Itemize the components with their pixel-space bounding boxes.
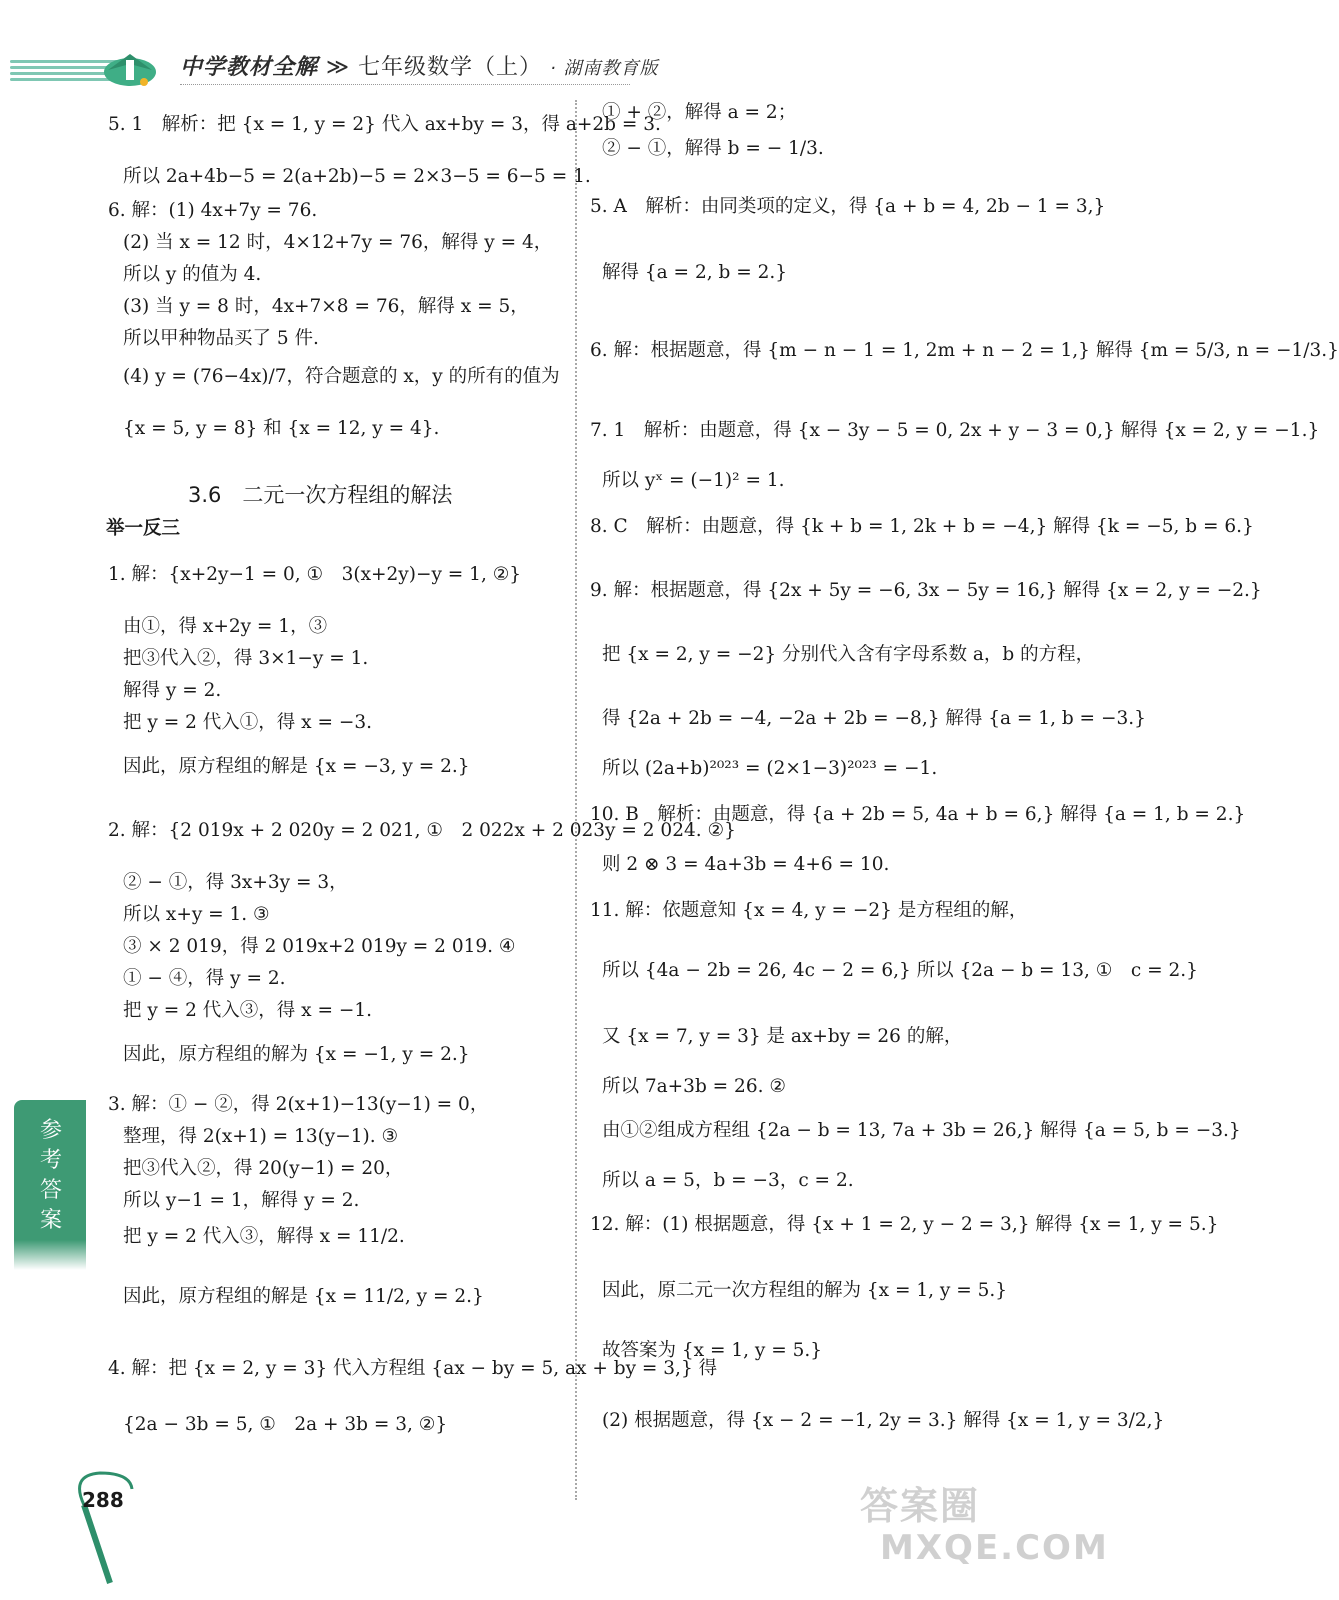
answer-line: 则 2 ⊗ 3 = 4a+3b = 4+6 = 10. bbox=[602, 854, 890, 875]
answer-line: 所以 2a+4b−5 = 2(a+2b)−5 = 2×3−5 = 6−5 = 1. bbox=[123, 166, 591, 187]
page-number: 288 bbox=[82, 1488, 124, 1512]
page-curl-icon bbox=[70, 1465, 150, 1585]
answer-line: 因此，原二元一次方程组的解为 {x = 1, y = 5.} bbox=[602, 1280, 1008, 1301]
answer-line: 7. 1 解析：由题意，得 {x − 3y − 5 = 0, 2x + y − 3 = 0,} 解得 {x = 2, y = −1.} bbox=[590, 420, 1320, 441]
answer-line: ③ × 2 019，得 2 019x+2 019y = 2 019. ④ bbox=[123, 936, 516, 957]
answer-line: 5. A 解析：由同类项的定义，得 {a + b = 4, 2b − 1 = 3,} bbox=[590, 196, 1106, 217]
header-brand: 中学教材全解 bbox=[180, 55, 319, 80]
subsection-title: 举一反三 bbox=[106, 518, 181, 539]
watermark-text: 答案圈 bbox=[860, 1484, 981, 1528]
answer-line: 把③代入②，得 20(y−1) = 20， bbox=[123, 1158, 404, 1179]
answer-line: 5. 1 解析：把 {x = 1, y = 2} 代入 ax+by = 3，得 a+2b = 3. bbox=[108, 114, 661, 135]
answer-line: ② − ①，得 3x+3y = 3， bbox=[123, 872, 348, 893]
answer-line: {2a − 3b = 5, ① 2a + 3b = 3, ②} bbox=[123, 1414, 448, 1435]
answer-line: ① − ④，得 y = 2. bbox=[123, 968, 286, 989]
header-title: 中学教材全解 ≫ 七年级数学（上） · 湖南教育版 bbox=[180, 55, 659, 80]
answer-line: 因此，原方程组的解为 {x = −1, y = 2.} bbox=[123, 1044, 470, 1065]
answer-line: 所以 {4a − 2b = 26, 4c − 2 = 6,} 所以 {2a − b = 13, ① c = 2.} bbox=[602, 960, 1198, 981]
answer-line: ① + ②，解得 a = 2； bbox=[602, 102, 797, 123]
answer-line: (2) 根据题意，得 {x − 2 = −1, 2y = 3.} 解得 {x = 1, y = 3/2,} bbox=[602, 1410, 1165, 1431]
answer-line: 所以 a = 5，b = −3，c = 2. bbox=[602, 1170, 854, 1191]
answer-line: 所以 (2a+b)²⁰²³ = (2×1−3)²⁰²³ = −1. bbox=[602, 758, 938, 779]
answer-line: 6. 解：根据题意，得 {m − n − 1 = 1, 2m + n − 2 = 1,} 解得 {m = 5/3, n = −1/3.} bbox=[590, 340, 1339, 361]
answer-line: 故答案为 {x = 1, y = 5.} bbox=[602, 1340, 823, 1361]
answer-line: 把③代入②，得 3×1−y = 1. bbox=[123, 648, 369, 669]
answer-line: (3) 当 y = 8 时，4x+7×8 = 76，解得 x = 5， bbox=[123, 296, 529, 317]
answer-line: 把 y = 2 代入③，解得 x = 11/2. bbox=[123, 1226, 405, 1247]
answer-line: 所以 yˣ = (−1)² = 1. bbox=[602, 470, 785, 491]
answer-line: 得 {2a + 2b = −4, −2a + 2b = −8,} 解得 {a = 1, b = −3.} bbox=[602, 708, 1146, 729]
section-title: 3.6 二元一次方程组的解法 bbox=[188, 483, 453, 507]
answer-line: 1. 解：{x+2y−1 = 0, ① 3(x+2y)−y = 1, ②} bbox=[108, 564, 522, 585]
answer-line: 又 {x = 7, y = 3} 是 ax+by = 26 的解， bbox=[602, 1026, 963, 1047]
answer-line: 所以甲种物品买了 5 件. bbox=[123, 328, 319, 349]
side-tab-fade bbox=[14, 1240, 86, 1270]
answer-line: 2. 解：{2 019x + 2 020y = 2 021, ① 2 022x + 2 023y = 2 024. ②} bbox=[108, 820, 736, 841]
answer-line: 由①，得 x+2y = 1，③ bbox=[123, 616, 328, 637]
answer-line: 把 {x = 2, y = −2} 分别代入含有字母系数 a，b 的方程， bbox=[602, 644, 1095, 665]
answer-line: 6. 解：(1) 4x+7y = 76. bbox=[108, 200, 318, 221]
answer-line: 解得 y = 2. bbox=[123, 680, 222, 701]
answer-line: 把 y = 2 代入③，得 x = −1. bbox=[123, 1000, 372, 1021]
side-tab bbox=[14, 1100, 86, 1260]
answer-line: 12. 解：(1) 根据题意，得 {x + 1 = 2, y − 2 = 3,} 解得 {x = 1, y = 5.} bbox=[590, 1214, 1219, 1235]
answer-line: 10. B 解析：由题意，得 {a + 2b = 5, 4a + b = 6,} 解得 {a = 1, b = 2.} bbox=[590, 804, 1246, 825]
answer-line: 8. C 解析：由题意，得 {k + b = 1, 2k + b = −4,} 解得 {k = −5, b = 6.} bbox=[590, 516, 1254, 537]
header-publisher: · 湖南教育版 bbox=[550, 58, 659, 79]
answer-line: (2) 当 x = 12 时，4×12+7y = 76，解得 y = 4， bbox=[123, 232, 553, 253]
answer-line: {x = 5, y = 8} 和 {x = 12, y = 4}. bbox=[123, 418, 440, 439]
watermark-url: MXQE.COM bbox=[880, 1528, 1109, 1568]
book-logo-icon bbox=[100, 42, 160, 90]
answer-line: 所以 x+y = 1. ③ bbox=[123, 904, 270, 925]
answer-line: 3. 解：① − ②，得 2(x+1)−13(y−1) = 0， bbox=[108, 1094, 489, 1115]
answer-line: 由①②组成方程组 {2a − b = 13, 7a + 3b = 26,} 解得 {a = 5, b = −3.} bbox=[602, 1120, 1241, 1141]
answer-line: 解得 {a = 2, b = 2.} bbox=[602, 262, 788, 283]
answer-line: 因此，原方程组的解是 {x = 11/2, y = 2.} bbox=[123, 1286, 484, 1307]
answer-line: 把 y = 2 代入①，得 x = −3. bbox=[123, 712, 372, 733]
answer-line: (4) y = (76−4x)/7，符合题意的 x，y 的所有的值为 bbox=[123, 366, 560, 387]
answer-line: 9. 解：根据题意，得 {2x + 5y = −6, 3x − 5y = 16,} 解得 {x = 2, y = −2.} bbox=[590, 580, 1262, 601]
header-subject: 七年级数学（上） bbox=[358, 55, 543, 80]
header-rule bbox=[180, 84, 630, 85]
answer-line: 11. 解：依题意知 {x = 4, y = −2} 是方程组的解， bbox=[590, 900, 1028, 921]
answer-line: 整理，得 2(x+1) = 13(y−1). ③ bbox=[123, 1126, 399, 1147]
answer-line: ② − ①，解得 b = − 1/3. bbox=[602, 138, 824, 159]
answer-line: 所以 7a+3b = 26. ② bbox=[602, 1076, 786, 1097]
answer-line: 所以 y 的值为 4. bbox=[123, 264, 262, 285]
side-tab-label: 参考答案 bbox=[39, 1118, 62, 1233]
column-divider bbox=[575, 100, 577, 1500]
answer-line: 因此，原方程组的解是 {x = −3, y = 2.} bbox=[123, 756, 470, 777]
answer-line: 所以 y−1 = 1，解得 y = 2. bbox=[123, 1190, 360, 1211]
answer-line: 4. 解：把 {x = 2, y = 3} 代入方程组 {ax − by = 5, ax + by = 3,} 得 bbox=[108, 1358, 718, 1379]
